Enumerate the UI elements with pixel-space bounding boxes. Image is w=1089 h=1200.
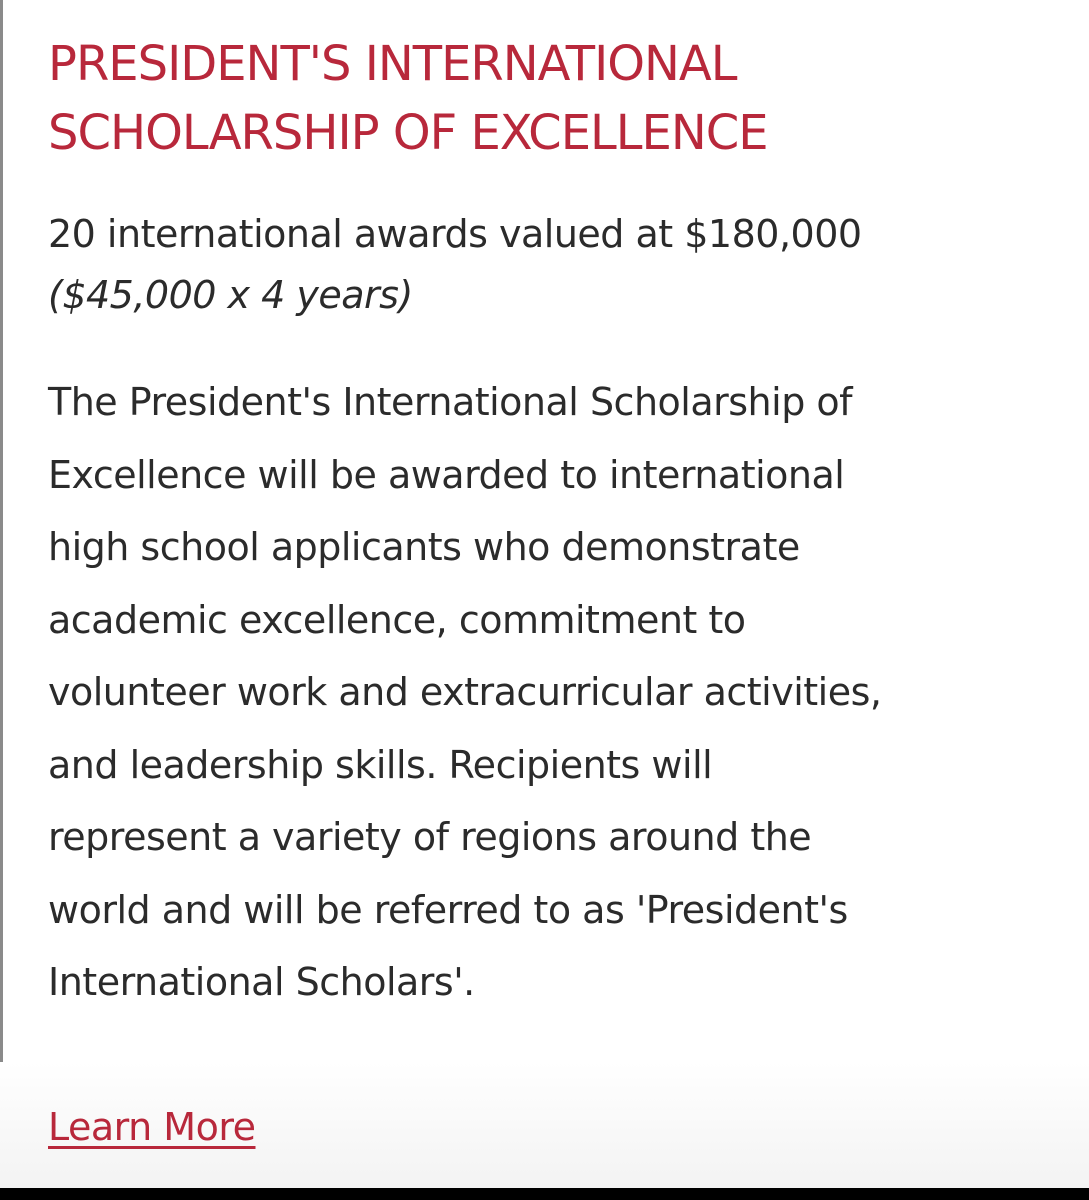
award-summary: 20 international awards valued at $180,000 (48, 212, 862, 256)
description-line: International Scholars'. (48, 960, 475, 1004)
description-line: represent a variety of regions around the (48, 815, 812, 859)
description-line: The President's International Scholarship of (48, 380, 853, 424)
title-line: PRESIDENT'S INTERNATIONAL (48, 36, 737, 92)
description-line: volunteer work and extracurricular activities, (48, 670, 882, 714)
scholarship-card (48, 30, 1048, 1019)
left-border (0, 0, 3, 1188)
title-line: SCHOLARSHIP OF EXCELLENCE (48, 105, 768, 161)
description-line: world and will be referred to as 'President's (48, 887, 848, 932)
description-line: high school applicants who demonstrate (48, 525, 800, 569)
bottom-bar (0, 1188, 1089, 1200)
award-detail: ($45,000 x 4 years) (48, 273, 413, 317)
learn-more-link[interactable]: Learn More (48, 1105, 256, 1149)
description-line: and leadership skills. Recipients will (48, 742, 713, 787)
scholarship-description (48, 366, 1048, 1019)
scholarship-title (48, 30, 1048, 168)
description-line: Excellence will be awarded to international (48, 452, 845, 497)
learn-more-section (0, 1062, 1089, 1188)
description-line: academic excellence, commitment to (48, 597, 746, 642)
